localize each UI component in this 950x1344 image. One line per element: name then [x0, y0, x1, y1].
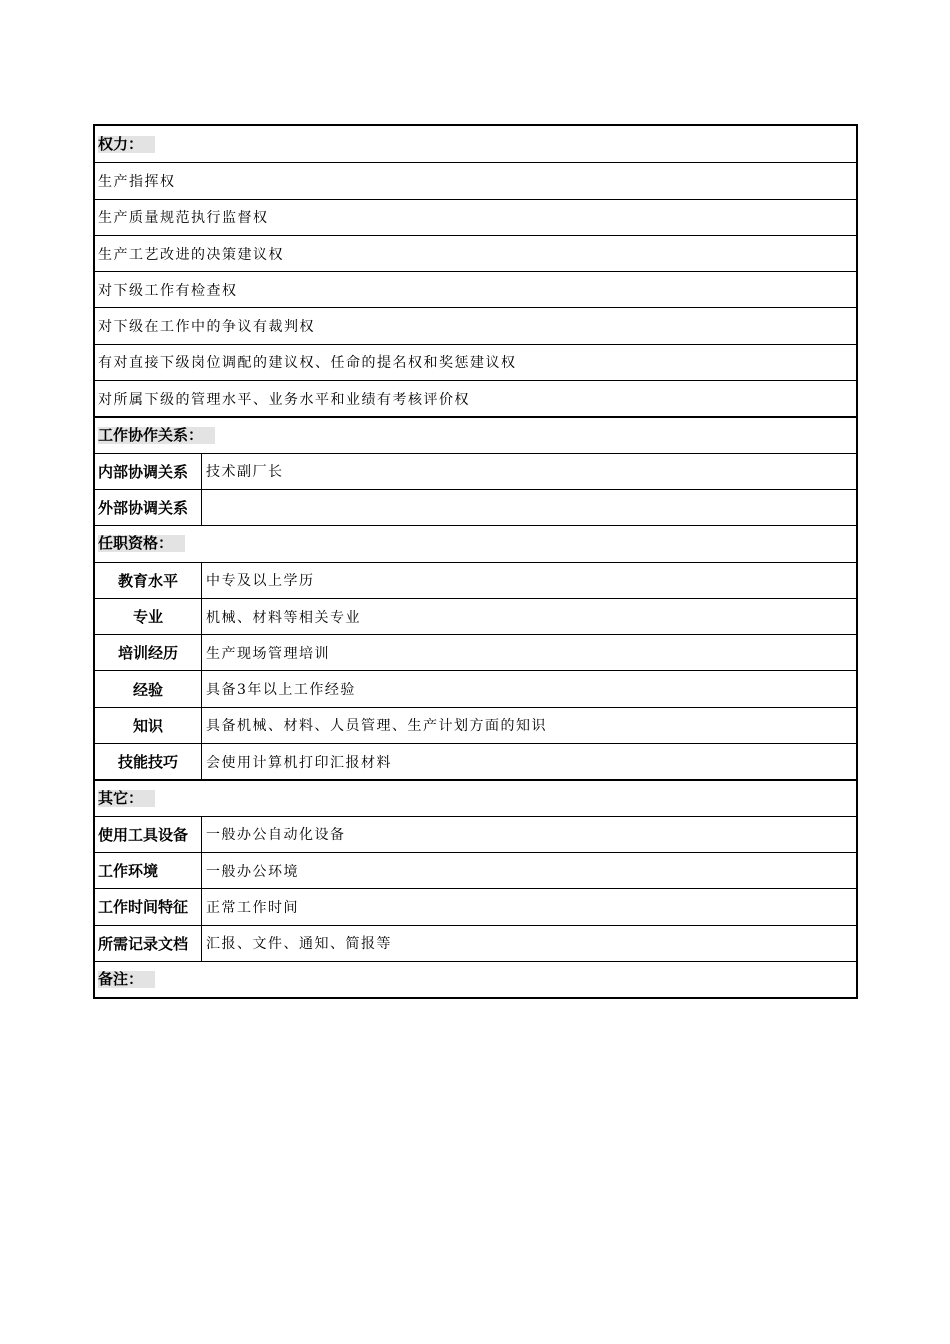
qualification-value: 具备3年以上工作经验: [206, 682, 356, 699]
relations-value: 技术副厂长: [206, 464, 284, 481]
other-label: 使用工具设备: [95, 817, 202, 852]
job-description-table: [93, 124, 858, 999]
qualification-row: [95, 634, 856, 670]
qualification-row: [95, 670, 856, 706]
other-row: [95, 925, 856, 961]
qualification-label: 专业: [95, 599, 202, 634]
qualification-label: 培训经历: [95, 635, 202, 670]
rights-item: [95, 235, 856, 271]
other-section-header: [95, 779, 856, 815]
qualification-label: 技能技巧: [95, 744, 202, 779]
qualification-value: 会使用计算机打印汇报材料: [206, 754, 392, 771]
rights-item-text: 对下级在工作中的争议有裁判权: [98, 319, 315, 336]
other-label: 工作环境: [95, 853, 202, 888]
qualifications-section-header: [95, 525, 856, 561]
qualification-value: 具备机械、材料、人员管理、生产计划方面的知识: [206, 718, 547, 735]
relations-row: [95, 453, 856, 489]
rights-item: [95, 162, 856, 198]
rights-item: [95, 344, 856, 380]
other-value: 汇报、文件、通知、简报等: [206, 936, 392, 953]
qualification-label: 经验: [95, 671, 202, 706]
rights-item-text: 生产工艺改进的决策建议权: [98, 246, 284, 263]
qualification-value: 机械、材料等相关专业: [206, 609, 361, 626]
relations-label: 外部协调关系: [95, 490, 202, 525]
qualification-label: 教育水平: [95, 563, 202, 598]
remarks-title: 备注：: [98, 971, 155, 988]
other-row: [95, 816, 856, 852]
other-label: 工作时间特征: [95, 889, 202, 924]
relations-section-header: [95, 416, 856, 452]
other-row: [95, 888, 856, 924]
other-row: [95, 852, 856, 888]
qualification-row: [95, 707, 856, 743]
qualification-label: 知识: [95, 708, 202, 743]
remarks-section-header: [95, 961, 856, 997]
rights-title: 权力：: [98, 136, 155, 153]
relations-value: [202, 490, 206, 525]
rights-item-text: 生产指挥权: [98, 173, 176, 190]
qualifications-title: 任职资格：: [98, 535, 185, 552]
other-title: 其它：: [98, 790, 155, 807]
rights-item: [95, 271, 856, 307]
relations-title: 工作协作关系：: [98, 427, 215, 444]
other-label: 所需记录文档: [95, 926, 202, 961]
rights-item-text: 有对直接下级岗位调配的建议权、任命的提名权和奖惩建议权: [98, 355, 517, 372]
rights-section-header: [95, 126, 856, 162]
other-value: 一般办公环境: [206, 863, 299, 880]
other-value: 正常工作时间: [206, 899, 299, 916]
qualification-row: [95, 743, 856, 779]
rights-item: [95, 380, 856, 416]
rights-item-text: 生产质量规范执行监督权: [98, 210, 269, 227]
qualification-row: [95, 598, 856, 634]
other-value: 一般办公自动化设备: [206, 827, 346, 844]
qualification-value: 生产现场管理培训: [206, 645, 330, 662]
qualification-value: 中专及以上学历: [206, 573, 315, 590]
rights-item: [95, 307, 856, 343]
qualification-row: [95, 562, 856, 598]
rights-item: [95, 199, 856, 235]
relations-row: [95, 489, 856, 525]
rights-item-text: 对所属下级的管理水平、业务水平和业绩有考核评价权: [98, 391, 470, 408]
relations-label: 内部协调关系: [95, 454, 202, 489]
rights-item-text: 对下级工作有检查权: [98, 282, 238, 299]
